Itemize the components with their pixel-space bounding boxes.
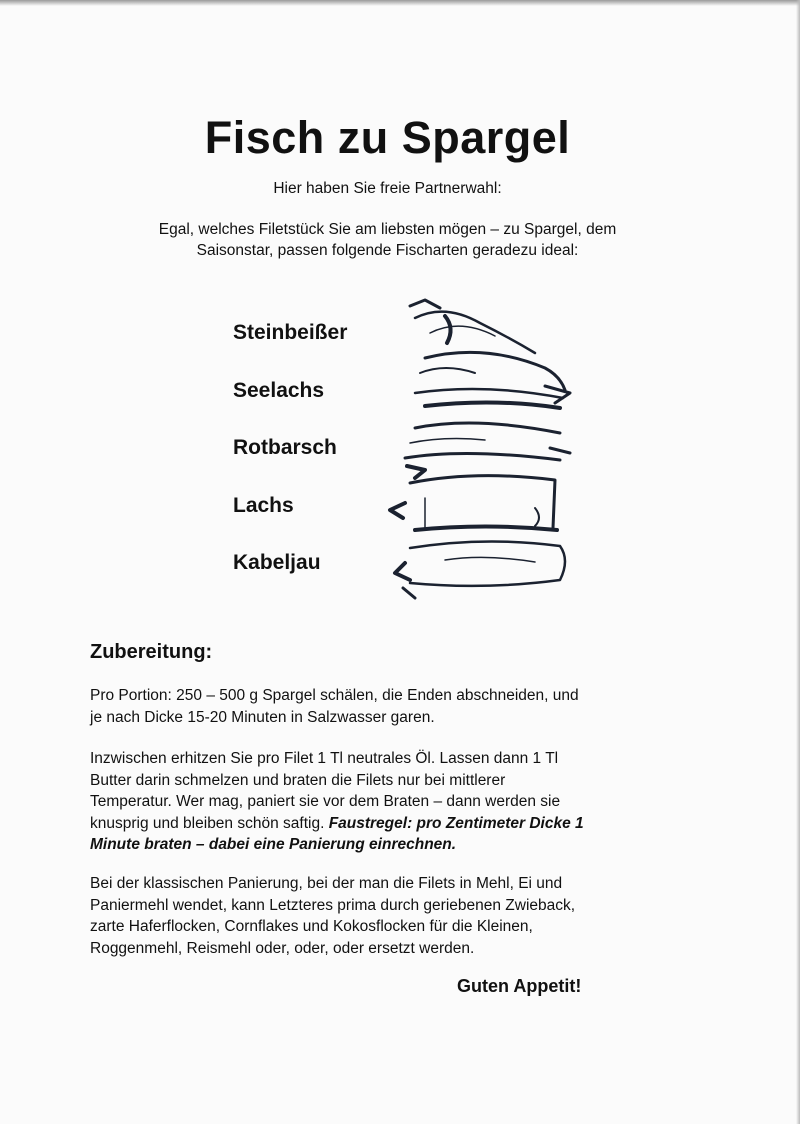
- text-line: Paniermehl wendet, kann Letzteres prima durch geriebenen Zwieback,: [90, 896, 576, 914]
- text-line: Inzwischen erhitzen Sie pro Filet 1 Tl neutrales Öl. Lassen dann 1 Tl: [90, 750, 559, 767]
- text-line: je nach Dicke 15-20 Minuten in Salzwasser garen.: [90, 708, 435, 726]
- intro-text: [100, 219, 675, 261]
- page-edge-shadow-top: [0, 0, 800, 6]
- fish-item-rotbarsch: Rotbarsch: [233, 436, 337, 459]
- fish-item-seelachs: Seelachs: [233, 378, 325, 402]
- fish-list: [233, 319, 347, 607]
- preparation-heading: Zubereitung:: [90, 641, 213, 663]
- rule-of-thumb: Faustregel: pro Zentimeter Dicke 1: [328, 814, 584, 832]
- fish-item-kabeljau: Kabeljau: [233, 551, 321, 574]
- rule-of-thumb: Minute braten – dabei eine Panierung einrechnen.: [90, 836, 457, 853]
- text-line: knusprig und bleiben schön saftig.: [90, 814, 329, 832]
- closing-text: Guten Appetit!: [457, 976, 582, 996]
- text-line: Butter darin schmelzen und braten die Filets nur bei mittlerer: [90, 771, 506, 789]
- page-title: Fisch zu Spargel: [204, 112, 571, 163]
- fish-item-steinbeisser: Steinbeißer: [233, 321, 348, 344]
- preparation-paragraph-3: [90, 873, 690, 959]
- text-line: Roggenmehl, Reismehl oder, oder, oder ersetzt werden.: [90, 939, 475, 957]
- text-line: Temperatur. Wer mag, paniert sie vor dem Braten – dann werden sie: [90, 793, 561, 810]
- subtitle: Hier haben Sie freie Partnerwahl:: [273, 180, 502, 197]
- page-edge-shadow-right: [796, 0, 800, 1124]
- text-line: zarte Haferflocken, Cornflakes und Kokosflocken für die Kleinen,: [90, 918, 533, 935]
- intro-line: Egal, welches Filetstück Sie am liebsten mögen – zu Spargel, dem: [158, 221, 617, 238]
- preparation-paragraph-1: [90, 685, 690, 728]
- preparation-paragraph-2: [90, 748, 690, 856]
- text-line: Bei der klassischen Panierung, bei der man die Filets in Mehl, Ei und: [90, 875, 563, 892]
- fish-fillet-stack-icon: [385, 298, 585, 603]
- text-line: Pro Portion: 250 – 500 g Spargel schälen, die Enden abschneiden, und: [90, 687, 579, 704]
- fish-item-lachs: Lachs: [233, 493, 294, 517]
- intro-line: Saisonstar, passen folgende Fischarten geradezu ideal:: [196, 242, 579, 259]
